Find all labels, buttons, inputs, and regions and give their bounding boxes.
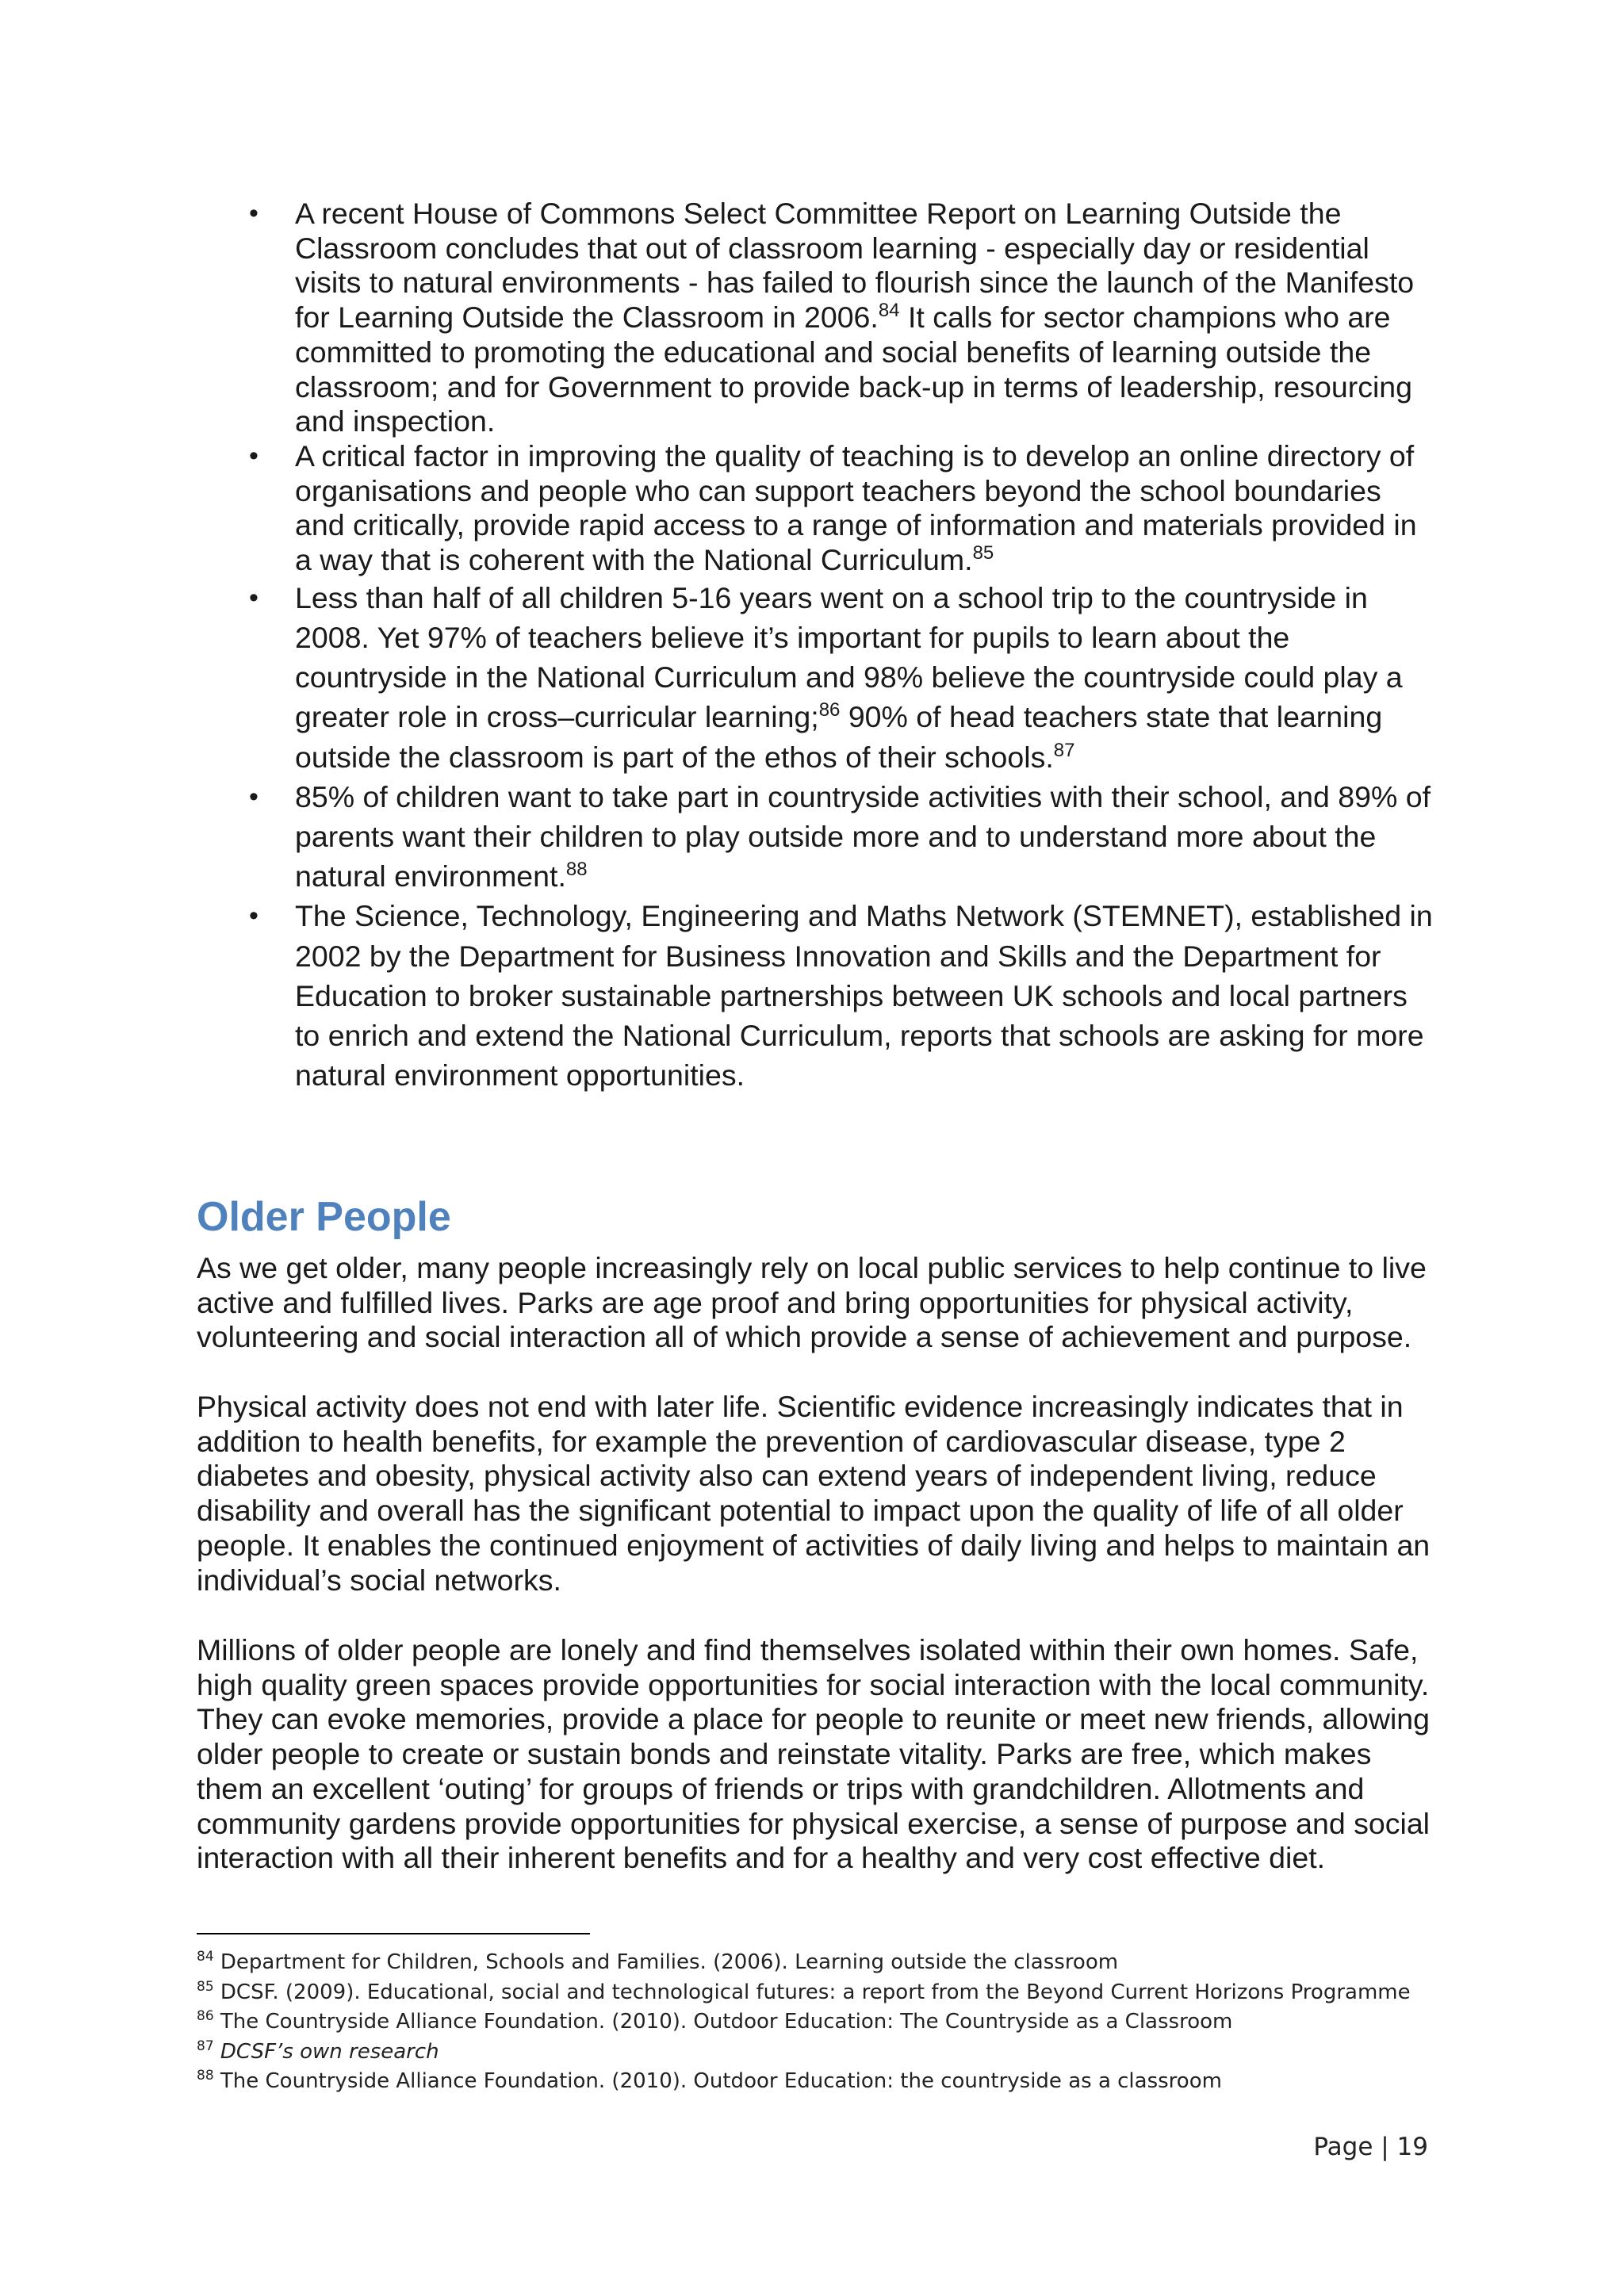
bullet-text: A recent House of Commons Select Committee Report on Learning Outside the Classroom concludes that out of classroom learning - especially day or residential visits to natural environments - has failed to flourish since the launch of the Manifesto for Learning Outside the Classroom in 2006. xyxy=(295,197,1415,335)
bullet-item-stemnet xyxy=(197,896,1434,1095)
bullet-text: It calls for sector champions who are committed to promoting the educational and social benefits of learning outside the classroom; and for Government to provide back-up in terms of leadership, resourcing and inspection. xyxy=(295,300,1412,438)
footnote-number: 87 xyxy=(197,2038,214,2054)
footnote-item xyxy=(197,2067,1434,2097)
footnote-number: 85 xyxy=(197,1978,214,1995)
bullet-text: Less than half of all children 5-16 years went on a school trip to the countryside in 2008. Yet 97% of teachers believe it’s important for pupils to learn about the countryside in the National Curriculum and 98% believe the countryside could play a greater role in cross–curricular learning; xyxy=(295,580,1403,734)
bullet-item-select-committee xyxy=(197,197,1434,439)
body-paragraph: Millions of older people are lonely and find themselves isolated within their own homes. Safe, high quality green spaces provide opportunities for social interaction with the local community. They can evoke memories, provide a place for people to reunite or meet new friends, allowing older people to create or sustain bonds and reinstate vitality. Parks are free, which makes them an excellent ‘outing’ for groups of friends or trips with grandchildren. Allotments and community gardens provide opportunities for physical exercise, a sense of purpose and social interaction with all their inherent benefits and for a healthy and very cost effective diet. xyxy=(197,1633,1431,1875)
footnote-number: 84 xyxy=(197,1949,214,1965)
bullet-list xyxy=(197,197,1434,1095)
section-heading: Older People xyxy=(197,1194,451,1240)
footnotes xyxy=(197,1948,1434,2097)
page-number: Page | 19 xyxy=(1313,2133,1428,2161)
footnote-ref[interactable]: 87 xyxy=(1053,739,1075,761)
bullet-text: 90% of head teachers state that learning outside the classroom is part of the ethos of their schools. xyxy=(295,700,1383,774)
footnote-text: DCSF’s own research xyxy=(220,2039,439,2064)
bullet-item-online-directory xyxy=(197,439,1434,578)
footnote-item xyxy=(197,1948,1434,1978)
bullet-item-children-activities xyxy=(197,777,1434,897)
footnote-text: The Countryside Alliance Foundation. (2010). Outdoor Education: The Countryside as a Classroom xyxy=(220,2010,1233,2034)
footnote-text: DCSF. (2009). Educational, social and technological futures: a report from the Beyond Current Horizons Programme xyxy=(220,1980,1411,2004)
footnote-number: 88 xyxy=(197,2068,214,2084)
body-paragraph: Physical activity does not end with later life. Scientific evidence increasingly indicates that in addition to health benefits, for example the prevention of cardiovascular disease, type 2 diabetes and obesity, physical activity also can extend years of independent living, reduce disability and overall has the significant potential to impact upon the quality of life of all older people. It enables the continued enjoyment of activities of daily living and helps to maintain an individual’s social networks. xyxy=(197,1390,1431,1597)
bullet-text: A critical factor in improving the quality of teaching is to develop an online directory of organisations and people who can support teachers beyond the school boundaries and critically, provide rapid access to a range of information and materials provided in a way that is coherent with the National Curriculum. xyxy=(295,438,1417,577)
footnote-text: Department for Children, Schools and Families. (2006). Learning outside the classroom xyxy=(220,1950,1119,1974)
body-paragraph: As we get older, many people increasingly rely on local public services to help continue to live active and fulfilled lives. Parks are age proof and bring opportunities for physical activity, volunteering and social interaction all of which provide a sense of achievement and purpose. xyxy=(197,1251,1427,1354)
footnote-item xyxy=(197,1978,1434,2008)
footnote-ref[interactable]: 85 xyxy=(972,542,994,564)
bullet-item-school-trips xyxy=(197,578,1434,777)
footnote-item xyxy=(197,2007,1434,2038)
footnote-item xyxy=(197,2038,1434,2068)
footnote-ref[interactable]: 84 xyxy=(878,300,900,322)
footnote-ref[interactable]: 86 xyxy=(818,699,841,721)
footnote-number: 86 xyxy=(197,2008,214,2024)
bullet-text: 85% of children want to take part in countryside activities with their school, and 89% of parents want their children to play outside more and to understand more about the natural environment. xyxy=(295,779,1431,894)
bullet-text: The Science, Technology, Engineering and Maths Network (STEMNET), established in 2002 by the Department for Business Innovation and Skills and the Department for Education to broker sustainable partnerships between UK schools and local partners to enrich and extend the National Curriculum, reports that schools are asking for more natural environment opportunities. xyxy=(295,899,1433,1093)
footnote-separator xyxy=(197,1933,590,1934)
footnote-ref[interactable]: 88 xyxy=(565,859,588,881)
footnote-text: The Countryside Alliance Foundation. (2010). Outdoor Education: the countryside as a classroom xyxy=(220,2069,1222,2093)
